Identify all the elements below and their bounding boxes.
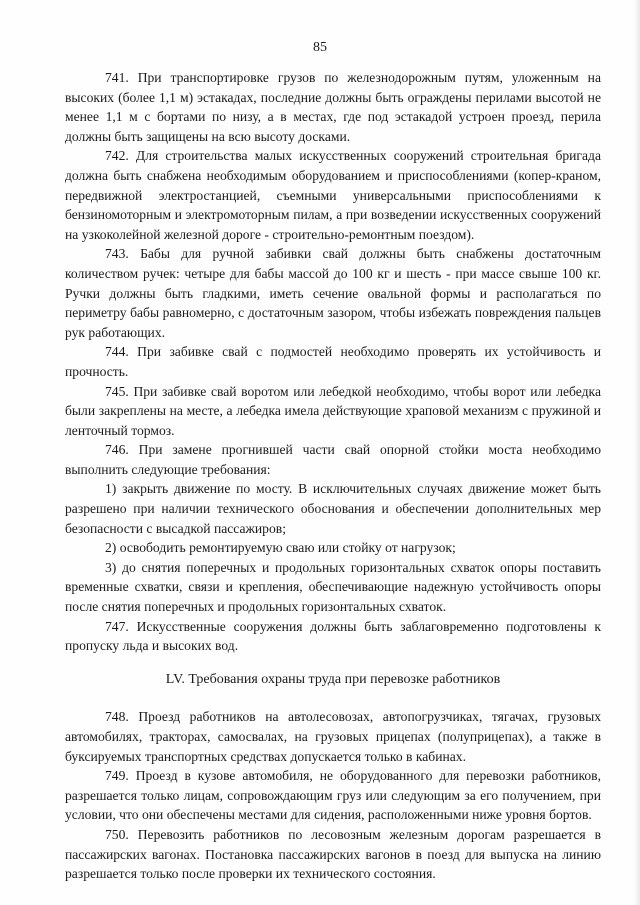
paragraph-745: 745. При забивке свай воротом или лебедкой необходимо, чтобы ворот или лебедка были закреплены на месте, а лебедка имела действующие храповой механизм с пружиной и ленточный тормоз. [65, 383, 601, 438]
paragraph-747: 747. Искусственные сооружения должны быть заблаговременно подготовлены к пропуску льда и высоких вод. [65, 618, 601, 654]
page-number: 85 [313, 40, 327, 55]
page-edge-shadow [634, 0, 640, 905]
section-title: LV. Требования охраны труда при перевозке работников [165, 671, 501, 687]
paragraph-744: 744. При забивке свай с подмостей необходимо проверять их устойчивость и прочность. [65, 344, 601, 379]
paragraph-748: 748. Проезд работников на автолесовозах, автопогрузчиках, тягачах, грузовых автомобилях, тракторах, самосвалах, на грузовых прицепах (полуприцепах), а также в буксируемых транспортных средствах допускается только в кабинах. [65, 709, 601, 764]
paragraph-746-item-3: 3) до снятия поперечных и продольных горизонтальных схваток опоры поставить временные схватки, связи и крепления, обеспечивающие надежную устойчивость опоры после снятия поперечных и продольных горизонтальных схваток. [65, 559, 601, 615]
paragraph-746-item-2: 2) освободить ремонтируемую сваю или стойку от нагрузок; [105, 540, 456, 556]
paragraph-750: 750. Перевозить работников по лесовозным железным дорогам разрешается в пассажирских вагонах. Постановка пассажирских вагонов в поезд для выпуска на линию разрешается только после проверки их технического состояния. [65, 826, 601, 882]
paragraph-749: 749. Проезд в кузове автомобиля, не оборудованного для перевозки работников, разрешается только лицам, сопровождающим груз или следующим за его получением, при условии, что они обеспечены местами для сидения, расположенными ниже уровня бортов. [65, 768, 601, 823]
document-body [65, 68, 601, 884]
paragraph-746: 746. При замене прогнившей части свай опорной стойки моста необходимо выполнить следующие требования: [65, 442, 601, 477]
paragraph-742: 742. Для строительства малых искусственных сооружений строительная бригада должна быть снабжена необходимым оборудованием и приспособлениями (копер-краном, передвижной электростанцией, съемными универсальными приспособлениями к бензиномоторным и электромоторным пилам, а при возведении искусственных сооружений на узкоколейной железной дороге - строительно-ремонтным поездом). [65, 148, 601, 242]
paragraph-746-item-1: 1) закрыть движение по мосту. В исключительных случаях движение может быть разрешено при наличии технического обоснования и обеспечении дополнительных мер безопасности с высадкой пассажиров; [65, 481, 601, 536]
paragraph-743: 743. Бабы для ручной забивки свай должны быть снабжены достаточным количеством ручек: четыре для бабы массой до 100 кг и шесть - при массе свыше 100 кг. Ручки должны быть гладкими, иметь сечение овальной формы и располагаться по периметру бабы равномерно, с достаточным зазором, чтобы избежать повреждения пальцев рук работающих. [65, 246, 601, 340]
paragraph-741: 741. При транспортировке грузов по железнодорожным путям, уложенным на высоких (более 1,1 м) эстакадах, последние должны быть ограждены перилами высотой не менее 1,1 м с бортами по низу, а в местах, где под эстакадой устроен проезд, перила должны быть защищены на всю высоту досками. [65, 70, 601, 144]
